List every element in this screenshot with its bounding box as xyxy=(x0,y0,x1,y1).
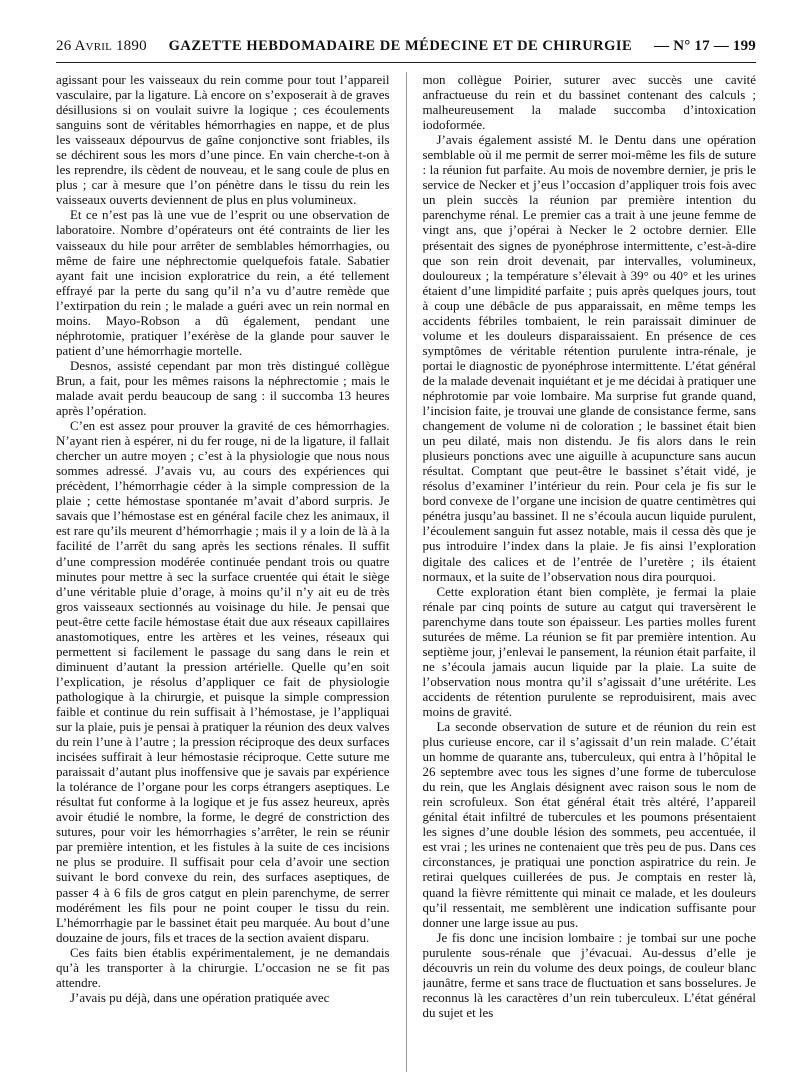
left-column xyxy=(56,72,390,1072)
right-column xyxy=(423,72,757,1072)
paragraph: Desnos, assisté cependant par mon très distingué collègue Brun, a fait, pour les mêmes raisons la néphrectomie ; mais le malade avait perdu beaucoup de sang : il succomba 13 heures après l’opération. xyxy=(56,357,390,419)
paragraph: Je fis donc une incision lombaire : je tombai sur une poche purulente sous-rénale que j’évacuai. Au-dessus d’elle je découvris un rein du volume des deux poings, de couleur blanc jaunâtre, ferme et sans trace de fluctuation et sans bosselures. Je reconnus là les caractères d’un rein tuberculeux. L’état général du sujet et les xyxy=(422,929,756,1020)
paragraph: J’avais également assisté M. le Dentu dans une opération semblable où il me permit de serrer moi-même les fils de suture : la réunion fut parfaite. Au mois de novembre dernier, je pris le service de Necker et j’eus l’occasion d’appliquer trois fois avec un plein succès la réunion par première intention du parenchyme rénal. Le premier cas a trait à une jeune femme de vingt ans, que j’opérai à Necker le 2 octobre dernier. Elle présentait des signes de pyonéphrose intermittente, c’est-à-dire que son rein droit devenait, par intervalles, volumineux, douloureux ; la température s’élevait à 39° ou 40° et les urines étaient d’une limpidité parfaite ; puis après quelques jours, tout à coup une débâcle de pus apparaissait, en même temps les accidents fébriles tombaient, le rein paraissait diminuer de volume et les douleurs disparaissaient. En présence de ces symptômes de véritable rétention purulente intra-rénale, je portai le diagnostic de pyonéphrose intermittente. L’état général de la malade devenait inquiétant et je me décidai à pratiquer une néphrotomie par voie lombaire. Ma surprise fut grande quand, l’incision faite, je trouvai une glande de consistance ferme, sans changement de volume ni de coloration ; le bassinet était bien un peu dilaté, mais non distendu. Je fis alors dans le rein plusieurs ponctions avec une aiguille à acupuncture sans aucun résultat. Comptant que peut-être le bassinet s’était vidé, je résolus d’examiner l’intérieur du rein. Pour cela je fis sur le bord convexe de l’organe une incision de quatre centimètres qui pénétra jusqu’au bassinet. Il ne s’écoula aucun liquide purulent, l’écoulement sanguin fut assez notable, mais il cessa dès que je pus introduire l’index dans la plaie. Je fis ainsi l’exploration digitale des calices et de l’entrée de l’uretère ; ils étaient normaux, et la suite de l’observation nous dira pourquoi. xyxy=(422,132,756,584)
journal-title: GAZETTE HEBDOMADAIRE DE MÉDECINE ET DE CHIRURGIE xyxy=(168,38,633,54)
paragraph: La seconde observation de suture et de réunion du rein est plus curieuse encore, car il s’agissait d’un rein malade. C’était un homme de quarante ans, tuberculeux, qui entra à l’hôpital le 26 septembre avec tous les signes d’une forme de tuberculose du rein, que les Anglais désignent avec raison sous le nom de rein scrofuleux. Son état général était très altéré, l’appareil génital était infiltré de tubercules et les poumons présentaient les signes d’une double lésion des sommets, peu accentuée, il est vrai ; les urines ne contenaient que très peu de pus. Dans ces circonstances, je pratiquai une ponction aspiratrice du rein. Je retirai quelques cuillerées de pus. Je comptais en rester là, quand la fièvre rémittente qui minait ce malade, et les douleurs qu’il ressentait, me semblèrent une indication suffisante pour donner une large issue au pus. xyxy=(422,719,756,930)
paragraph: Cette exploration étant bien complète, je fermai la plaie rénale par cinq points de suture au catgut qui traversèrent le parenchyme dans toute son épaisseur. Les parties molles furent suturées de même. La réunion se fit par première intention. Au septième jour, j’enlevai le pansement, la réunion était parfaite, il ne s’écoula jamais aucun liquide par la plaie. La suite de l’observation nous montra qu’il s’agissait d’une urétérite. Les accidents de rétention purulente se reproduisirent, mais avec moins de gravité. xyxy=(422,583,756,719)
text-columns xyxy=(56,72,756,1072)
header-date: 26 Avril 1890 xyxy=(56,38,147,54)
issue-page-number: — N° 17 — 199 xyxy=(654,38,756,54)
paragraph: J’avais pu déjà, dans une opération pratiquée avec xyxy=(70,989,330,1005)
paragraph: agissant pour les vaisseaux du rein comme pour tout l’appareil vasculaire, par la ligature. Là encore on s’exposerait à de graves désillusions si on voulait suivre la logique ; ces écoulements sanguins sont de véritables hémorrhagies en nappe, et de plus les vaisseaux dépourvus de gaîne conjonctive sont friables, ils se déchirent sous les mors d’une pince. En vain cherche-t-on à les reprendre, ils cèdent de nouveau, et le sang coule de plus en plus ; car à mesure que l’on pénètre dans le tissu du rein les vaisseaux ouverts deviennent de plus en plus volumineux. xyxy=(56,72,390,208)
column-divider xyxy=(406,72,407,1072)
paragraph: Et ce n’est pas là une vue de l’esprit ou une observation de laboratoire. Nombre d’opérateurs ont été contraints de lier les vaisseaux du hile pour arrêter de semblables hémorrhagies, ou même de faire une néphrectomie quelquefois fatale. Sabatier ayant fait une incision exploratrice du rein, a été tellement effrayé par la perte du sang qu’il n’a vu d’autre remède que l’extirpation du rein ; le malade a guéri avec un rein normal en moins. Mayo-Robson a dû également, pendant une néphrotomie, pratiquer l’exérèse de la glande pour sauver le patient d’une hémorrhagie mortelle. xyxy=(56,207,390,358)
running-header xyxy=(56,38,756,60)
paragraph: C’en est assez pour prouver la gravité de ces hémorrhagies. N’ayant rien à espérer, ni du fer rouge, ni de la ligature, il fallait chercher un autre moyen ; c’est à la physiologie que nous nous sommes adressé. J’avais vu, au cours des expériences qui précèdent, l’hémorrhagie céder à la simple compression de la plaie ; cette hémostase spontanée m’avait d’abord surpris. Je savais que l’hémostase est en général facile chez les animaux, il est rare qu’ils meurent d’hémorrhagie ; mais il y a loin de là à la facilité de l’arrêt du sang après les sections rénales. Il suffit d’une compression modérée continuée pendant trois ou quatre minutes pour mettre à sec la surface cruentée qui était le siège d’une véritable pluie d’orage, à moins qu’il n’y ait eu de très gros vaisseaux sectionnés au voisinage du hile. Je pensai que peut-être cette facile hémostase était due aux réseaux capillaires anastomotiques, entre les artères et les veines, réseaux qui permettent si facilement le passage du sang dans le rein et diminuent d’autant la pression artérielle. Quelle qu’en soit l’explication, je résolus d’appliquer ce fait de physiologie pathologique à la chirurgie, et puisque la simple compression faible et continue du rein suffisait à l’hémostase, je l’appliquai sur la plaie, puis je pensai à pratiquer la réunion des deux valves du rein l’une à l’autre ; la pression réciproque des deux surfaces incisées suffirait à leur hémostasie réciproque. Cette suture me paraissait d’autant plus inoffensive que je savais par expérience la tolérance de l’organe pour les corps étrangers aseptiques. Le résultat fut conforme à la logique et je fus assez heureux, après avoir étudié le nombre, la forme, le degré de constriction des sutures, pour voir les hémorrhagies s’arrêter, le rein se réunir par première intention, et les fistules à la suite de ces incisions ne plus se produire. Il suffisait pour cela d’avoir une section suivant le bord convexe du rein, des surfaces aseptiques, de passer 4 à 6 fils de gros catgut en plein parenchyme, de serrer modérément les fils pour ne point couper le tissu du rein. L’hémorrhagie par le bassinet était peu marquée. Au bout d’une douzaine de jours, fils et traces de la section avaient disparu. xyxy=(56,418,390,945)
paragraph: mon collègue Poirier, suturer avec succès une cavité anfractueuse du rein et du bassinet contenant des calculs ; malheureusement la malade succomba d’intoxication iodoformée. xyxy=(422,72,756,133)
header-rule xyxy=(56,62,756,63)
paragraph: Ces faits bien établis expérimentalement, je ne demandais qu’à les transporter à la chirurgie. L’occasion ne se fit pas attendre. xyxy=(56,944,390,990)
